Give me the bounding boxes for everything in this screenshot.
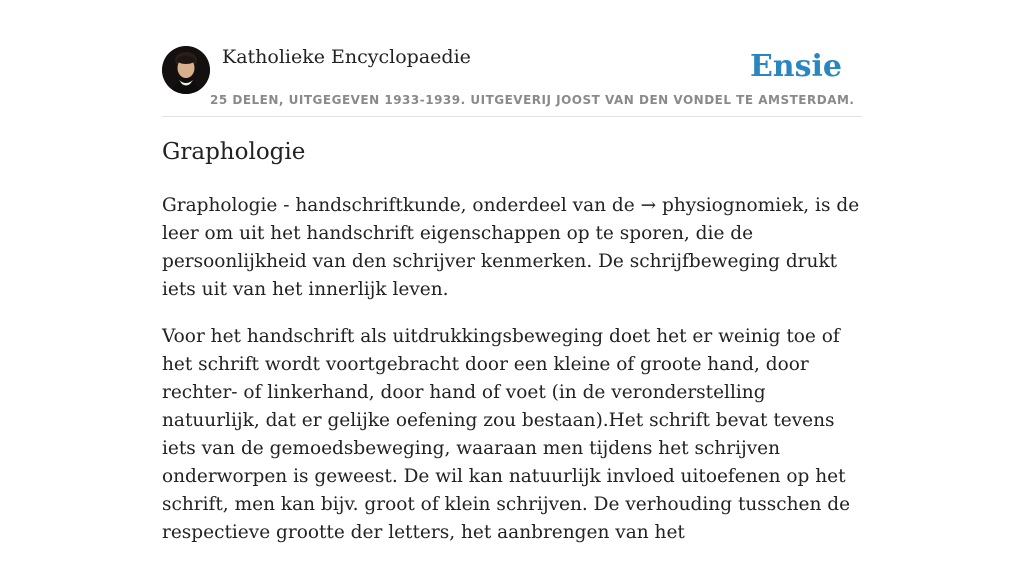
arrow-right-icon: → <box>640 195 657 216</box>
physiognomiek-link[interactable]: physiognomiek <box>662 195 804 216</box>
paragraph-1 <box>162 192 862 304</box>
ensie-logo[interactable]: Ensie <box>749 49 842 84</box>
source-meta: 25 DELEN, UITGEGEVEN 1933-1939. UITGEVERIJ JOOST VAN DEN VONDEL TE AMSTERDAM. <box>210 93 855 107</box>
source-title[interactable]: Katholieke Encyclopaedie <box>222 46 471 68</box>
portrait-avatar-icon[interactable] <box>162 46 210 94</box>
paragraph-1-rest: , is de leer om uit het handschrift eigenschappen op te sporen, die de persoonlijkheid van den schrijver kenmerken. De schrijfbeweging drukt iets uit van het innerlijk leven. <box>162 195 860 300</box>
paragraph-2: Voor het handschrift als uitdrukkingsbeweging doet het er weinig toe of het schrift wordt voortgebracht door een kleine of groote hand, door rechter- of linkerhand, door hand of voet (in de veronderstelling natuurlijk, dat er gelijke oefening zou bestaan).Het schrift bevat tevens iets van de gemoedsbeweging, waaraan men tijdens het schrijven onderworpen is geweest. De wil kan natuurlijk invloed uitoefenen op het schrift, men kan bijv. groot of klein schrijven. De verhouding tusschen de respectieve grootte der letters, het aanbrengen van het <box>162 326 851 543</box>
source-header <box>162 46 862 117</box>
article-body <box>162 192 862 566</box>
paragraph-1-intro: Graphologie - handschriftkunde, onderdeel van de <box>162 195 641 216</box>
page-title: Graphologie <box>162 139 306 165</box>
